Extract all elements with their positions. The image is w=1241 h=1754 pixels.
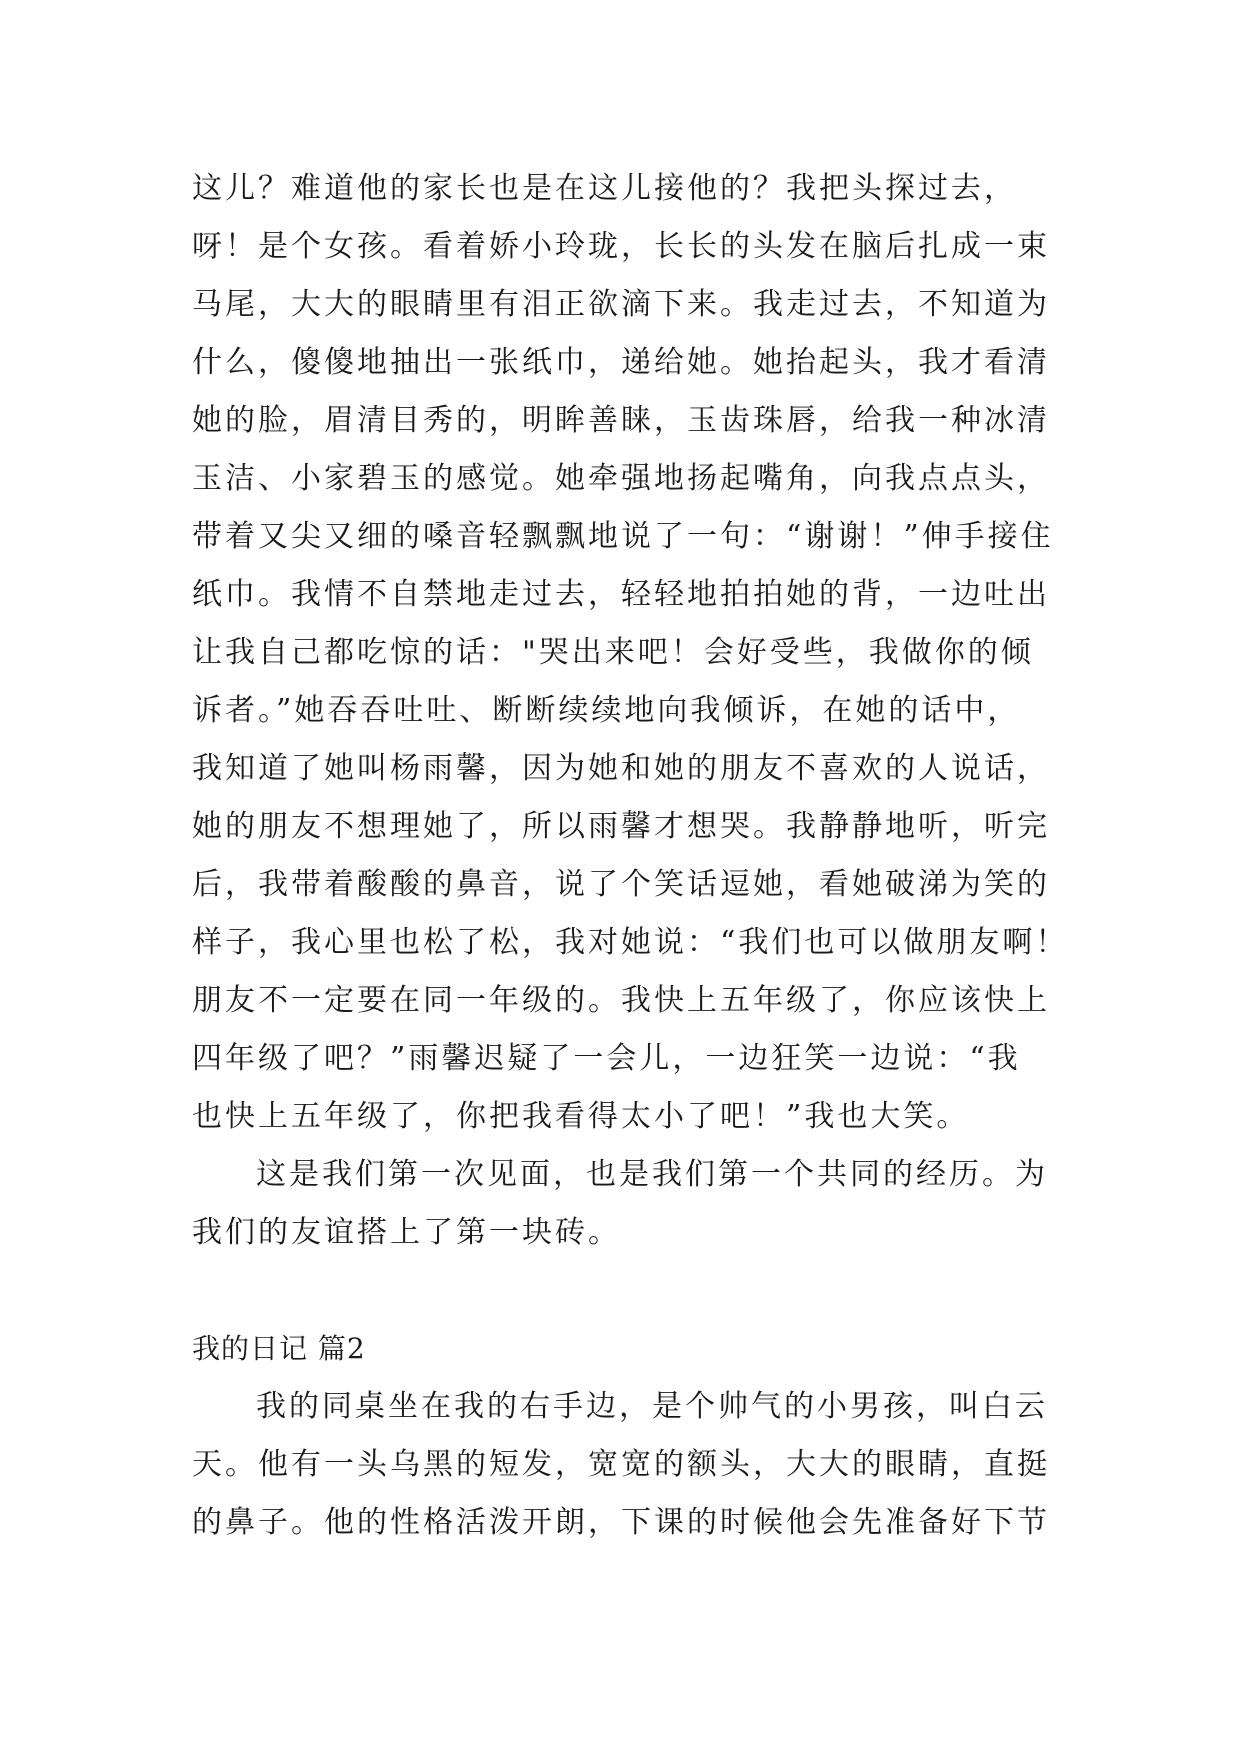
paragraph-story (192, 160, 1069, 1146)
document-body (192, 160, 1069, 1552)
text-line: 带着又尖又细的嗓音轻飘飘地说了一句：“谢谢！”伸手接住 (192, 519, 1054, 554)
text-line: 这是我们第一次见面，也是我们第一个共同的经历。为 (256, 1157, 1048, 1192)
text-line: 让我自己都吃惊的话："哭出来吧！会好受些，我做你的倾 (192, 635, 1034, 670)
text-line: 我们的友谊搭上了第一块砖。 (192, 1215, 621, 1250)
text-line: 后，我带着酸酸的鼻音，说了个笑话逗她，看她破涕为笑的 (192, 867, 1050, 902)
paragraph-closing (192, 1146, 1052, 1262)
text-line: 样子，我心里也松了松，我对她说：“我们也可以做朋友啊！ (192, 925, 1069, 960)
text-line: 玉洁、小家碧玉的感觉。她牵强地扬起嘴角，向我点点头， (192, 461, 1050, 496)
text-line: 四年级了吧？”雨馨迟疑了一会儿，一边狂笑一边说：“我 (192, 1041, 1021, 1076)
text-line: 朋友不一定要在同一年级的。我快上五年级了，你应该快上 (192, 983, 1050, 1018)
text-line: 天。他有一头乌黑的短发，宽宽的额头，大大的眼睛，直挺 (192, 1447, 1050, 1482)
text-line: 的鼻子。他的性格活泼开朗，下课的时候他会先准备好下节 (192, 1505, 1050, 1540)
text-line: 呀！是个女孩。看着娇小玲珑，长长的头发在脑后扎成一束 (192, 229, 1050, 264)
text-line: 这儿？难道他的家长也是在这儿接他的？我把头探过去， (192, 171, 1017, 206)
paragraph-desk-mate (192, 1378, 1052, 1552)
text-line: 纸巾。我情不自禁地走过去，轻轻地拍拍她的背，一边吐出 (192, 577, 1050, 612)
text-line: 什么，傻傻地抽出一张纸巾，递给她。她抬起头，我才看清 (192, 345, 1050, 380)
text-line: 她的朋友不想理她了，所以雨馨才想哭。我静静地听，听完 (192, 809, 1050, 844)
text-line: 她的脸，眉清目秀的，明眸善睐，玉齿珠唇，给我一种冰清 (192, 403, 1050, 438)
section-heading: 我的日记 篇2 (192, 1332, 366, 1365)
text-line: 我的同桌坐在我的右手边，是个帅气的小男孩，叫白云 (256, 1389, 1048, 1424)
text-line: 诉者。”她吞吞吐吐、断断续续地向我倾诉，在她的话中， (192, 693, 1021, 728)
text-line: 也快上五年级了，你把我看得太小了吧！”我也大笑。 (192, 1099, 970, 1134)
text-line: 我知道了她叫杨雨馨，因为她和她的朋友不喜欢的人说话， (192, 751, 1050, 786)
section-spacer (192, 1262, 1052, 1320)
text-line: 马尾，大大的眼睛里有泪正欲滴下来。我走过去，不知道为 (192, 287, 1050, 322)
